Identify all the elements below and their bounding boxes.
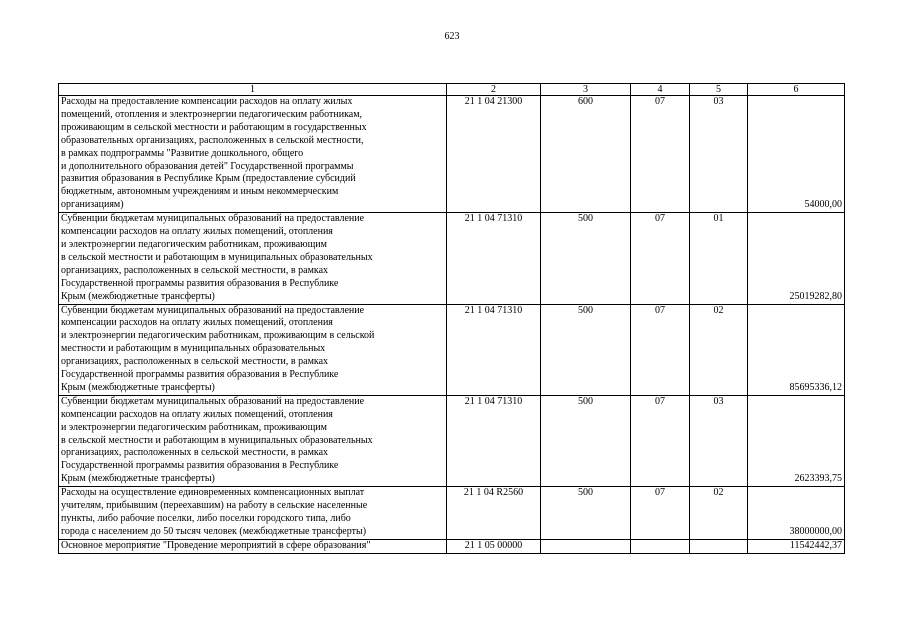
- description-line: помещений, отопления и электроэнергии педагогическим работникам,: [61, 108, 363, 120]
- description-line: в сельской местности и работающим в муниципальных образовательных: [61, 434, 373, 446]
- expense-type-code: 500: [541, 213, 631, 304]
- table-row: [59, 395, 845, 486]
- description-line: Крым (межбюджетные трансферты): [61, 473, 215, 485]
- column-header: 3: [541, 84, 631, 96]
- row-description: [59, 487, 447, 540]
- description-line: организациях, расположенных в сельской местности, в рамках: [61, 447, 329, 459]
- description-line: пункты, либо рабочие поселки, либо поселки городского типа, либо: [61, 513, 351, 524]
- description-line: и электроэнергии педагогическим работникам, проживающим: [61, 238, 327, 250]
- row-description: [59, 96, 447, 213]
- budget-code: 21 1 04 21300: [447, 96, 541, 213]
- section-code: [631, 539, 690, 553]
- table-row: [59, 487, 845, 540]
- description-line: в рамках подпрограммы "Развитие дошкольного, общего: [61, 147, 304, 159]
- row-description: [59, 213, 447, 304]
- table-header-row: [59, 84, 845, 96]
- budget-code: 21 1 04 R2560: [447, 487, 541, 540]
- budget-code: 21 1 04 71310: [447, 304, 541, 395]
- subsection-code: 03: [690, 395, 748, 486]
- section-code: 07: [631, 96, 690, 213]
- column-header: 2: [447, 84, 541, 96]
- description-line: и дополнительного образования детей" Государственной программы: [61, 160, 354, 172]
- description-line: местности и работающим в муниципальных образовательных: [61, 343, 326, 355]
- amount: 11542442,37: [748, 539, 845, 553]
- expense-type-code: 500: [541, 304, 631, 395]
- section-code: 07: [631, 213, 690, 304]
- description-line: в сельской местности и работающим в муниципальных образовательных: [61, 251, 373, 263]
- description-line: Субвенции бюджетам муниципальных образований на предоставление: [61, 304, 365, 316]
- description-line: образовательных организациях, расположенных в сельской местности,: [61, 134, 364, 146]
- subsection-code: 02: [690, 304, 748, 395]
- description-line: развития образования в Республике Крым (предоставление субсидий: [61, 173, 356, 185]
- subsection-code: [690, 539, 748, 553]
- description-line: организациям): [61, 199, 124, 211]
- column-header: 6: [748, 84, 845, 96]
- description-line: города с населением до 50 тысяч человек (межбюджетные трансферты): [61, 525, 367, 537]
- description-line: Крым (межбюджетные трансферты): [61, 381, 215, 393]
- description-line: компенсации расходов на оплату жилых помещений, отопления: [61, 408, 333, 420]
- page-number: 623: [444, 31, 460, 42]
- section-code: 07: [631, 395, 690, 486]
- row-description: [59, 304, 447, 395]
- description-line: и электроэнергии педагогическим работникам, проживающим в сельской: [61, 330, 375, 342]
- description-line: Основное мероприятие "Проведение мероприятий в сфере образования": [61, 539, 371, 551]
- budget-code: 21 1 04 71310: [447, 213, 541, 304]
- budget-code: 21 1 04 71310: [447, 395, 541, 486]
- description-line: компенсации расходов на оплату жилых помещений, отопления: [61, 317, 333, 329]
- row-description: [59, 395, 447, 486]
- table-row: [59, 304, 845, 395]
- subsection-code: 02: [690, 487, 748, 540]
- column-header: 5: [690, 84, 748, 96]
- budget-table: [58, 83, 845, 554]
- subsection-code: 01: [690, 213, 748, 304]
- description-line: проживающим в сельской местности и работающим в государственных: [61, 121, 367, 133]
- amount: 85695336,12: [748, 304, 845, 395]
- row-description: [59, 539, 447, 553]
- description-line: Расходы на осуществление единовременных компенсационных выплат: [61, 487, 365, 499]
- description-line: организациях, расположенных в сельской местности, в рамках: [61, 356, 329, 368]
- expense-type-code: 500: [541, 395, 631, 486]
- table-row: [59, 539, 845, 553]
- section-code: 07: [631, 304, 690, 395]
- expense-type-code: [541, 539, 631, 553]
- amount: 25019282,80: [748, 213, 845, 304]
- description-line: Субвенции бюджетам муниципальных образований на предоставление: [61, 213, 365, 225]
- budget-code: 21 1 05 00000: [447, 539, 541, 553]
- subsection-code: 03: [690, 96, 748, 213]
- amount: 2623393,75: [748, 395, 845, 486]
- description-line: Крым (межбюджетные трансферты): [61, 290, 215, 302]
- expense-type-code: 600: [541, 96, 631, 213]
- table-row: [59, 96, 845, 213]
- description-line: организациях, расположенных в сельской местности, в рамках: [61, 264, 329, 276]
- description-line: Субвенции бюджетам муниципальных образований на предоставление: [61, 395, 365, 407]
- description-line: и электроэнергии педагогическим работникам, проживающим: [61, 421, 327, 433]
- table-row: [59, 213, 845, 304]
- expense-type-code: 500: [541, 487, 631, 540]
- description-line: бюджетным, автономным учреждениям и иным некоммерческим: [61, 186, 339, 198]
- column-header: 1: [59, 84, 447, 96]
- description-line: Государственной программы развития образования в Республике: [61, 277, 339, 289]
- description-line: Государственной программы развития образования в Республике: [61, 460, 339, 472]
- description-line: учителям, прибывшим (переехавшим) на работу в сельские населенные: [61, 500, 368, 512]
- amount: 38000000,00: [748, 487, 845, 540]
- description-line: компенсации расходов на оплату жилых помещений, отопления: [61, 226, 333, 238]
- amount: 54000,00: [748, 96, 845, 213]
- section-code: 07: [631, 487, 690, 540]
- description-line: Расходы на предоставление компенсации расходов на оплату жилых: [61, 96, 353, 107]
- column-header: 4: [631, 84, 690, 96]
- description-line: Государственной программы развития образования в Республике: [61, 369, 339, 381]
